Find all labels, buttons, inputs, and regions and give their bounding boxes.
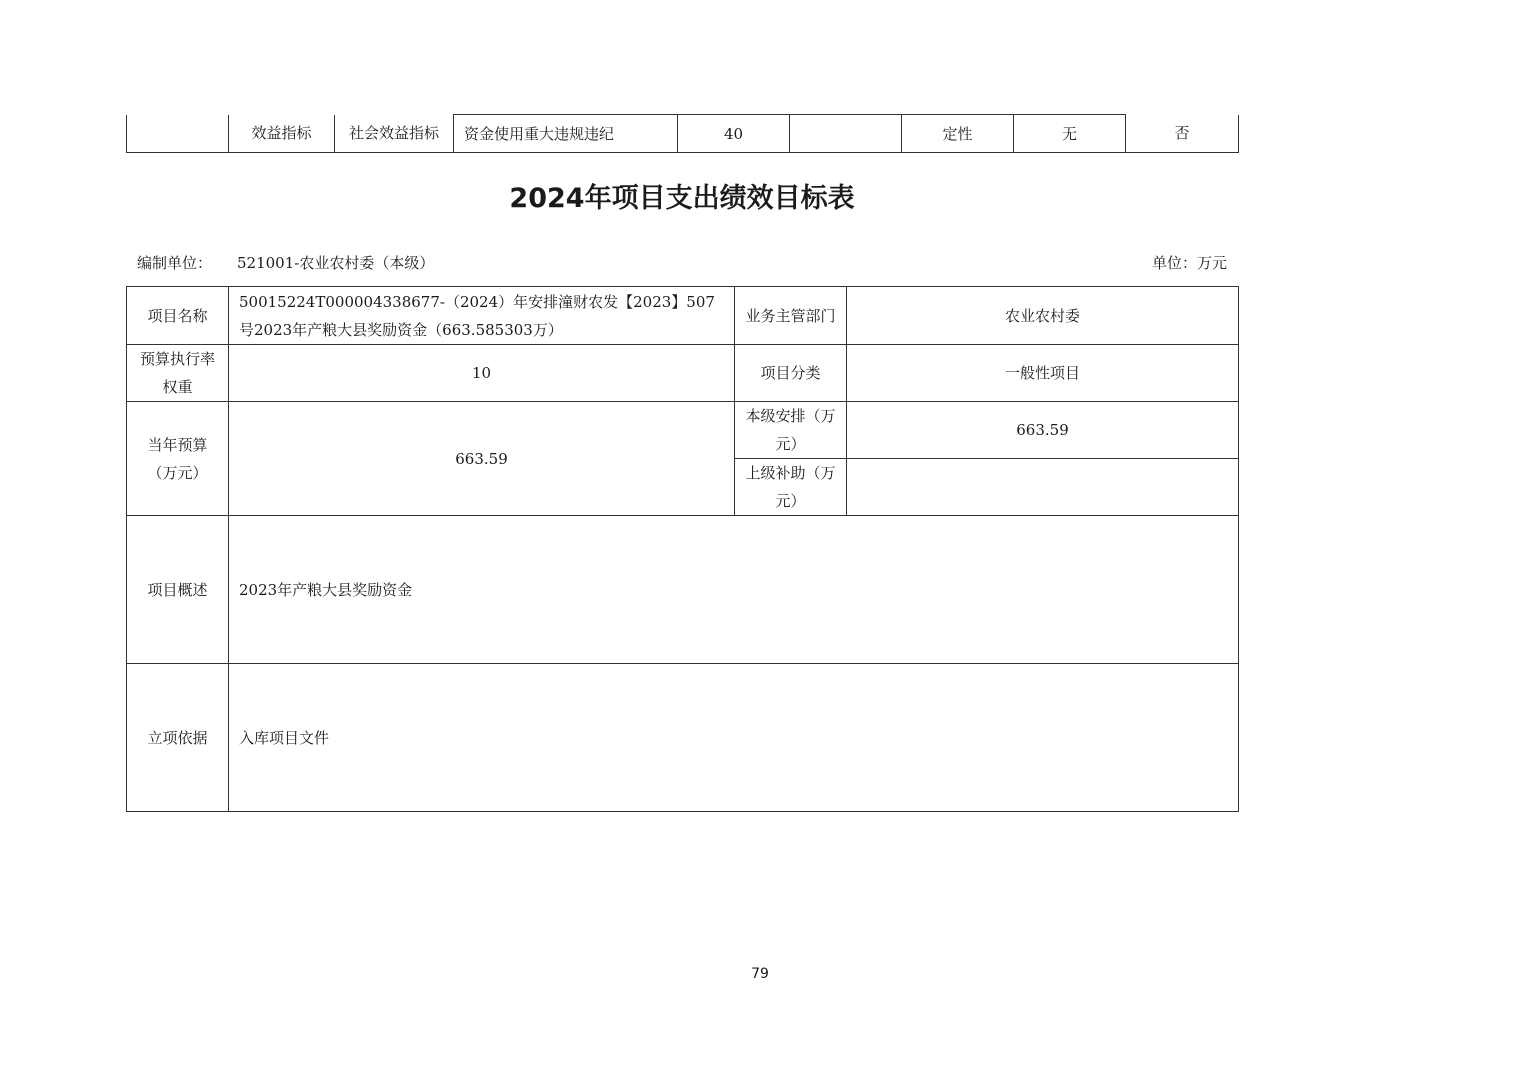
cell-score: 40 xyxy=(678,115,790,153)
cell-indicator-level2: 社会效益指标 xyxy=(335,115,454,153)
performance-target-table xyxy=(126,286,1239,812)
org-label: 编制单位： xyxy=(137,254,213,272)
category-value: 一般性项目 xyxy=(847,345,1239,402)
dept-value: 农业农村委 xyxy=(847,287,1239,345)
upper-label: 上级补助（万元） xyxy=(735,459,847,516)
overview-value: 2023年产粮大县奖励资金 xyxy=(229,516,1239,664)
dept-label: 业务主管部门 xyxy=(735,287,847,345)
exec-rate-value: 10 xyxy=(229,345,735,402)
budget-value: 663.59 xyxy=(229,402,735,516)
cell-indicator-level1: 效益指标 xyxy=(229,115,335,153)
cell-type: 定性 xyxy=(902,115,1014,153)
budget-label: 当年预算（万元） xyxy=(127,402,229,516)
table-row xyxy=(127,287,1239,345)
table-row xyxy=(127,402,1239,459)
local-label: 本级安排（万元） xyxy=(735,402,847,459)
cell-indicator-name: 资金使用重大违规违纪 xyxy=(454,115,678,153)
cell-blank xyxy=(790,115,902,153)
project-name-label: 项目名称 xyxy=(127,287,229,345)
table-row xyxy=(127,115,1239,153)
project-name-value: 50015224T000004338677-（2024）年安排潼财农发【2023】507号2023年产粮大县奖励资金（663.585303万） xyxy=(229,287,735,345)
overview-label: 项目概述 xyxy=(127,516,229,664)
exec-rate-label: 预算执行率权重 xyxy=(127,345,229,402)
page-title: 2024年项目支出绩效目标表 xyxy=(509,183,855,214)
page-number: 79 xyxy=(751,966,769,982)
table-row xyxy=(127,664,1239,812)
cell-empty xyxy=(127,115,229,153)
unit-label: 单位：万元 xyxy=(1151,254,1227,272)
previous-table-tail xyxy=(126,114,1239,153)
category-label: 项目分类 xyxy=(735,345,847,402)
cell-core: 否 xyxy=(1126,115,1239,153)
basis-value: 入库项目文件 xyxy=(229,664,1239,812)
org-value: 521001-农业农村委（本级） xyxy=(237,254,435,272)
basis-label: 立项依据 xyxy=(127,664,229,812)
upper-value xyxy=(847,459,1239,516)
cell-target: 无 xyxy=(1014,115,1126,153)
table-row xyxy=(127,516,1239,664)
table-row xyxy=(127,345,1239,402)
local-value: 663.59 xyxy=(847,402,1239,459)
